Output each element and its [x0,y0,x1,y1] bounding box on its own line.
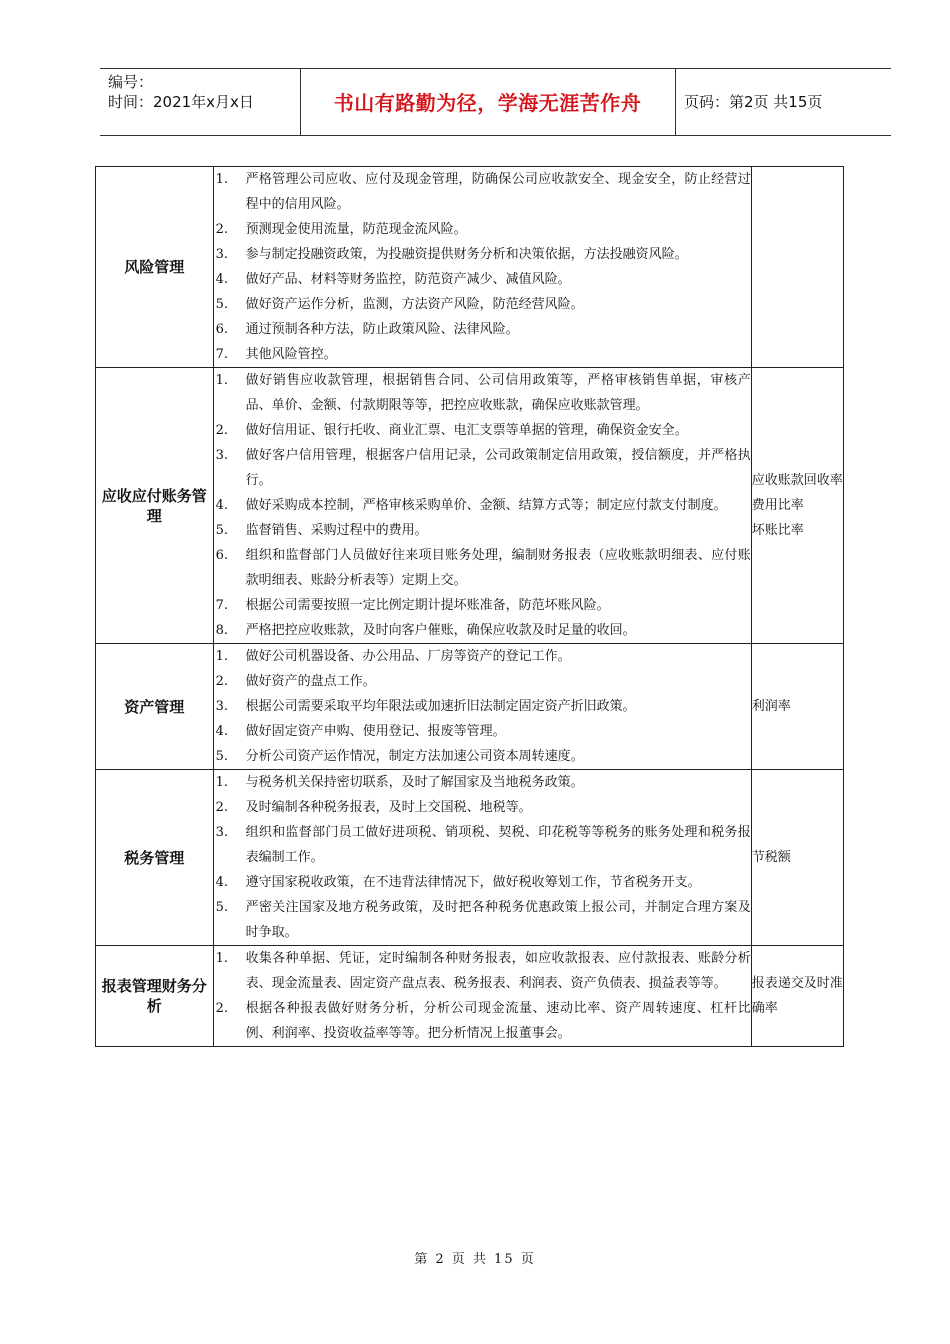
list-item [214,694,751,719]
item-number: 4. [215,498,228,513]
list-item [214,368,751,418]
item-text: 通过预制各种方法，防止政策风险、法律风险。 [245,322,519,337]
list-item [214,518,751,543]
header-motto: 书山有路勤为径，学海无涯苦作舟 [333,91,642,115]
item-text: 分析公司资产运作情况，制定方法加速公司资本周转速度。 [245,749,584,764]
item-number: 5. [215,297,228,312]
item-number: 3. [215,825,228,840]
duties-table-body [96,167,844,1047]
item-number: 2. [215,222,228,237]
list-item [214,946,751,996]
item-number: 1. [215,172,228,187]
header-divider [675,68,676,135]
item-number: 7. [215,347,228,362]
item-number: 1. [215,951,228,966]
item-text: 做好资产运作分析，监测，方法资产风险，防范经营风险。 [245,297,584,312]
category-cell: 报表管理财务分析 [96,946,214,1047]
item-text: 与税务机关保持密切联系，及时了解国家及当地税务政策。 [245,775,584,790]
item-number: 5. [215,749,228,764]
list-item [214,443,751,493]
category-cell: 资产管理 [96,644,214,770]
list-item [214,719,751,744]
list-item [214,543,751,593]
duties-cell [213,644,751,770]
item-number: 5. [215,523,228,538]
item-number: 1. [215,775,228,790]
kpi-cell [751,644,843,770]
list-item [214,820,751,870]
item-text: 根据公司需要采取平均年限法或加速折旧法制定固定资产折旧政策。 [245,699,636,714]
item-number: 4. [215,724,228,739]
kpi-text: 节税额 [751,850,791,865]
item-text: 及时编制各种税务报表，及时上交国税、地税等。 [245,800,532,815]
item-text: 做好信用证、银行托收、商业汇票、电汇支票等单据的管理，确保资金安全。 [245,423,688,438]
item-text: 严格管理公司应收、应付及现金管理，防确保公司应收款安全、现金安全，防止经营过程中的信用风险。 [245,172,751,212]
kpi-cell [751,946,843,1047]
item-number: 1. [215,373,228,388]
list-item [214,593,751,618]
item-number: 2. [215,423,228,438]
item-text: 参与制定投融资政策，为投融资提供财务分析和决策依据，方法投融资风险。 [245,247,688,262]
duties-table [95,166,844,1047]
item-number: 7. [215,598,228,613]
list-item [214,317,751,342]
item-text: 遵守国家税收政策，在不违背法律情况下，做好税收筹划工作，节省税务开支。 [245,875,701,890]
item-number: 4. [215,272,228,287]
list-item [214,292,751,317]
list-item [214,242,751,267]
header-bottom-rule [100,135,891,136]
kpi-text: 报表递交及时准确率 [751,976,843,1016]
item-number: 2. [215,1001,228,1016]
category-cell: 风险管理 [96,167,214,368]
item-number: 2. [215,800,228,815]
list-item [214,644,751,669]
kpi-text: 应收账款回收率 费用比率 坏账比率 [751,473,843,538]
item-text: 做好产品、材料等财务监控，防范资产减少、减值风险。 [245,272,571,287]
list-item [214,217,751,242]
category-cell: 应收应付账务管理 [96,368,214,644]
item-text: 组织和监督部门人员做好往来项目账务处理，编制财务报表（应收账款明细表、应付账款明细表、账龄分析表等）定期上交。 [245,548,751,588]
list-item [214,267,751,292]
item-text: 收集各种单据、凭证，定时编制各种财务报表，如应收款报表、应付款报表、账龄分析表、现金流量表、固定资产盘点表、税务报表、利润表、资产负债表、损益表等等。 [245,951,751,991]
document-number-label: 编号： [108,73,154,91]
list-item [214,418,751,443]
table-row [96,946,844,1047]
item-text: 监督销售、采购过程中的费用。 [245,523,428,538]
item-text: 做好公司机器设备、办公用品、厂房等资产的登记工作。 [245,649,571,664]
duties-cell [213,167,751,368]
duties-cell [213,770,751,946]
table-row [96,368,844,644]
item-number: 6. [215,322,228,337]
list-item [214,870,751,895]
item-number: 3. [215,247,228,262]
item-text: 其他风险管控。 [245,347,337,362]
item-text: 预测现金使用流量，防范现金流风险。 [245,222,467,237]
document-time-label: 时间：2021年x月x日 [108,93,254,111]
list-item [214,618,751,643]
item-number: 5. [215,900,228,915]
item-number: 3. [215,448,228,463]
category-cell: 税务管理 [96,770,214,946]
kpi-cell [751,770,843,946]
item-number: 1. [215,649,228,664]
item-text: 组织和监督部门员工做好进项税、销项税、契税、印花税等等税务的账务处理和税务报表编制工作。 [245,825,751,865]
list-item [214,342,751,367]
list-item [214,493,751,518]
list-item [214,795,751,820]
item-text: 做好资产的盘点工作。 [245,674,376,689]
header-meta [108,72,254,112]
list-item [214,167,751,217]
item-number: 2. [215,674,228,689]
item-text: 根据公司需要按照一定比例定期计提坏账准备，防范坏账风险。 [245,598,610,613]
item-number: 3. [215,699,228,714]
item-text: 做好客户信用管理，根据客户信用记录，公司政策制定信用政策，授信额度，并严格执行。 [245,448,751,488]
kpi-cell [751,368,843,644]
item-text: 根据各种报表做好财务分析，分析公司现金流量、速动比率、资产周转速度、杠杆比例、利润率、投资收益率等等。把分析情况上报董事会。 [245,1001,751,1041]
list-item [214,895,751,945]
list-item [214,744,751,769]
table-row [96,770,844,946]
item-text: 严格把控应收账款，及时向客户催账，确保应收款及时足量的收回。 [245,623,636,638]
table-row [96,167,844,368]
list-item [214,770,751,795]
item-text: 做好固定资产申购、使用登记、报废等管理。 [245,724,506,739]
header-page-label: 页码：第2页 共15页 [684,93,823,111]
list-item [214,669,751,694]
item-number: 4. [215,875,228,890]
kpi-text: 利润率 [751,699,791,714]
table-row [96,644,844,770]
duties-cell [213,946,751,1047]
item-number: 8. [215,623,228,638]
list-item [214,996,751,1046]
kpi-cell [751,167,843,368]
item-text: 做好销售应收款管理，根据销售合同、公司信用政策等，严格审核销售单据，审核产品、单价、金额、付款期限等等，把控应收账款，确保应收账款管理。 [245,373,751,413]
item-text: 做好采购成本控制，严格审核采购单价、金额、结算方式等；制定应付款支付制度。 [245,498,727,513]
item-text: 严密关注国家及地方税务政策，及时把各种税务优惠政策上报公司，并制定合理方案及时争取。 [245,900,751,940]
duties-cell [213,368,751,644]
item-number: 6. [215,548,228,563]
footer-page-number: 第 2 页 共 15 页 [414,1252,536,1267]
